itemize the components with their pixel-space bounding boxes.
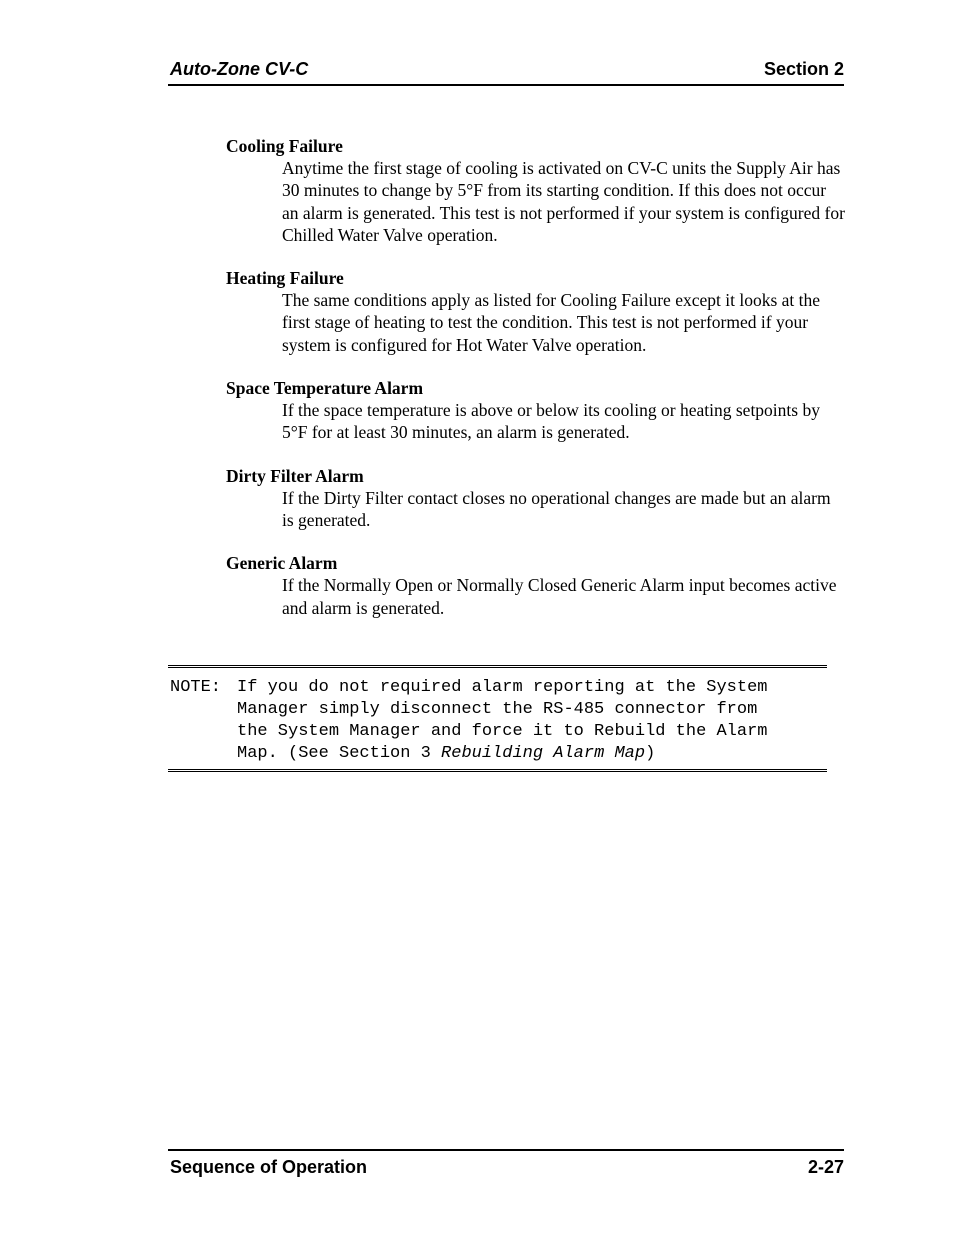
note-label: NOTE:: [170, 678, 222, 697]
section-text: The same conditions apply as listed for Cooling Failure except it looks at the first stage of heating to test the condition. This test is not performed if your system is configured for Hot Water Valve operation.: [282, 290, 821, 355]
page-header: [168, 58, 844, 86]
section-text: If the Normally Open or Normally Closed Generic Alarm input becomes active and alarm is generated.: [282, 575, 837, 618]
page-footer: [168, 1149, 844, 1179]
note-last-suffix: ): [645, 744, 656, 763]
header-title: Auto-Zone CV-C: [170, 59, 309, 79]
section-text: If the space temperature is above or below its cooling or heating setpoints by 5°F for at least 30 minutes, an alarm is generated.: [282, 400, 820, 443]
section-title: Generic Alarm: [226, 553, 338, 574]
section-title: Heating Failure: [226, 268, 344, 289]
note-line: If you do not required alarm reporting at the System: [237, 678, 768, 697]
section-text: Anytime the first stage of cooling is activated on CV-C units the Supply Air has 30 minutes to change by 5°F from its starting condition. If this does not occur an alarm is generated. This test is not performed if your system is configured for Chilled Water Valve operation.: [282, 158, 845, 245]
alarm-descriptions: [226, 135, 846, 640]
section-generic-alarm: [226, 552, 846, 619]
section-title: Dirty Filter Alarm: [226, 465, 364, 486]
note-line: Manager simply disconnect the RS-485 connector from: [237, 700, 758, 719]
section-text: If the Dirty Filter contact closes no operational changes are made but an alarm is generated.: [282, 487, 831, 530]
note-line: the System Manager and force it to Rebuild the Alarm: [237, 722, 768, 741]
page-number: 2-27: [807, 1157, 844, 1177]
section-title: Cooling Failure: [226, 136, 343, 156]
note-box: [168, 665, 827, 772]
section-cooling-failure: [226, 135, 846, 246]
section-heating-failure: [226, 267, 846, 356]
note-line-last: [237, 743, 827, 765]
footer-title: Sequence of Operation: [170, 1157, 368, 1177]
section-dirty-filter-alarm: [226, 465, 846, 532]
note-last-prefix: Map. (See Section 3: [237, 744, 442, 763]
section-title: Space Temperature Alarm: [226, 378, 424, 399]
note-reference: Rebuilding Alarm Map: [441, 744, 646, 763]
section-space-temperature-alarm: [226, 377, 846, 444]
header-section: Section 2: [763, 59, 844, 79]
note-body: [237, 677, 827, 765]
